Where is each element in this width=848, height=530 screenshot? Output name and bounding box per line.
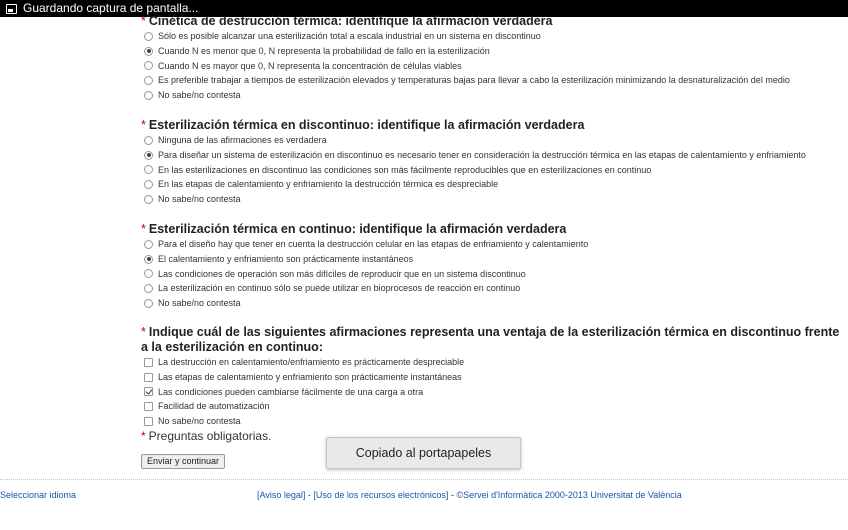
footer-separator: - xyxy=(448,490,457,500)
answer-option[interactable] xyxy=(141,162,846,177)
checkbox[interactable] xyxy=(144,417,153,426)
answer-option[interactable] xyxy=(141,370,846,385)
question-text: Indique cuál de las siguientes afirmaciones representa una ventaja de la esterilización térmica en discontinuo frente a la esterilización en continuo: xyxy=(141,325,840,354)
radio-button[interactable] xyxy=(144,240,153,249)
question-title xyxy=(141,325,846,355)
required-star: * xyxy=(141,118,146,132)
answer-option[interactable] xyxy=(141,29,846,44)
answer-option[interactable] xyxy=(141,399,846,414)
option-label: Para diseñar un sistema de esterilización en discontinuo es necesario tener en consideración la destrucción térmica en las etapas de calentamiento y enfriamiento xyxy=(158,150,806,161)
question-4 xyxy=(141,325,846,428)
option-label: La esterilización en continuo sólo se puede utilizar en bioprocesos de reacción en continuo xyxy=(158,283,521,294)
answer-option[interactable] xyxy=(141,266,846,281)
question-1 xyxy=(141,14,846,102)
checkbox[interactable] xyxy=(144,358,153,367)
answer-option[interactable] xyxy=(141,237,846,252)
answer-option[interactable] xyxy=(141,252,846,267)
answer-option[interactable] xyxy=(141,192,846,207)
radio-button[interactable] xyxy=(144,76,153,85)
option-label: No sabe/no contesta xyxy=(158,416,241,427)
option-label: Las condiciones de operación son más difíciles de reproducir que en un sistema discontinuo xyxy=(158,268,526,279)
option-label: Cuando N es mayor que 0, N representa la concentración de células viables xyxy=(158,60,462,71)
required-text: Preguntas obligatorias. xyxy=(148,429,272,443)
option-label: El calentamiento y enfriamiento son prácticamente instantáneos xyxy=(158,254,414,265)
radio-button[interactable] xyxy=(144,151,153,160)
checkbox[interactable] xyxy=(144,387,153,396)
answer-option[interactable] xyxy=(141,58,846,73)
answer-option[interactable] xyxy=(141,133,846,148)
radio-button[interactable] xyxy=(144,91,153,100)
question-text: Esterilización térmica en discontinuo: identifique la afirmación verdadera xyxy=(148,118,585,132)
option-label: Las etapas de calentamiento y enfriamiento son prácticamente instantáneas xyxy=(158,372,462,383)
radio-button[interactable] xyxy=(144,299,153,308)
option-label: Ninguna de las afirmaciones es verdadera xyxy=(158,135,327,146)
option-label: Cuando N es menor que 0, N representa la probabilidad de fallo en la esterilización xyxy=(158,46,490,57)
radio-button[interactable] xyxy=(144,284,153,293)
footer-separator: - xyxy=(305,490,314,500)
answer-option[interactable] xyxy=(141,281,846,296)
radio-button[interactable] xyxy=(144,136,153,145)
radio-button[interactable] xyxy=(144,47,153,56)
answer-option[interactable] xyxy=(141,73,846,88)
legal-notice-link[interactable]: [Aviso legal] xyxy=(257,490,306,500)
radio-button[interactable] xyxy=(144,165,153,174)
select-language-link[interactable]: Seleccionar idioma xyxy=(0,490,77,500)
required-star: * xyxy=(141,222,146,236)
radio-button[interactable] xyxy=(144,269,153,278)
answer-option[interactable] xyxy=(141,414,846,429)
answer-option[interactable] xyxy=(141,296,846,311)
option-label: La destrucción en calentamiento/enfriamiento es prácticamente despreciable xyxy=(158,357,465,368)
option-label: Para el diseño hay que tener en cuenta la destrucción celular en las etapas de enfriamiento y calentamiento xyxy=(158,239,589,250)
answer-option[interactable] xyxy=(141,88,846,103)
option-label: No sabe/no contesta xyxy=(158,298,241,309)
required-star: * xyxy=(141,14,146,28)
radio-button[interactable] xyxy=(144,195,153,204)
answer-option[interactable] xyxy=(141,148,846,163)
option-label: No sabe/no contesta xyxy=(158,90,241,101)
submit-continue-button[interactable]: Enviar y continuar xyxy=(141,454,225,469)
screenshot-icon xyxy=(6,4,17,14)
answer-option[interactable] xyxy=(141,177,846,192)
radio-button[interactable] xyxy=(144,32,153,41)
required-note xyxy=(141,429,271,443)
answer-option[interactable] xyxy=(141,44,846,59)
question-title xyxy=(141,222,846,237)
option-label: Las condiciones pueden cambiarse fácilmente de una carga a otra xyxy=(158,386,424,397)
answer-option[interactable] xyxy=(141,355,846,370)
checkbox[interactable] xyxy=(144,373,153,382)
required-star: * xyxy=(141,325,146,339)
radio-button[interactable] xyxy=(144,61,153,70)
option-label: Sólo es posible alcanzar una esterilización total a escala industrial en un sistema en discontinuo xyxy=(158,31,541,42)
question-title xyxy=(141,118,846,133)
option-label: Es preferible trabajar a tiempos de esterilización elevados y temperaturas bajas para llevar a cabo la esterilización minimizando la desnaturalización del medio xyxy=(158,75,790,86)
checkbox[interactable] xyxy=(144,402,153,411)
question-2 xyxy=(141,118,846,206)
footer-divider xyxy=(0,479,848,480)
copyright-link[interactable]: ©Servei d'Informàtica 2000-2013 Universitat de València xyxy=(456,490,682,500)
question-text: Cinética de destrucción térmica: identifique la afirmación verdadera xyxy=(148,14,553,28)
status-text: Guardando captura de pantalla... xyxy=(23,1,199,15)
option-label: Facilidad de automatización xyxy=(158,401,270,412)
footer-links xyxy=(257,490,682,500)
question-title xyxy=(141,14,846,29)
radio-button[interactable] xyxy=(144,180,153,189)
option-label: En las esterilizaciones en discontinuo las condiciones son más fácilmente reproducibles que en esterilizaciones en continuo xyxy=(158,164,652,175)
clipboard-toast: Copiado al portapapeles xyxy=(326,437,521,469)
resource-usage-link[interactable]: [Uso de los recursos electrónicos] xyxy=(313,490,449,500)
question-3 xyxy=(141,222,846,310)
answer-option[interactable] xyxy=(141,384,846,399)
option-label: No sabe/no contesta xyxy=(158,194,241,205)
radio-button[interactable] xyxy=(144,255,153,264)
question-text: Esterilización térmica en continuo: identifique la afirmación verdadera xyxy=(148,222,567,236)
required-star: * xyxy=(141,429,146,443)
option-label: En las etapas de calentamiento y enfriamiento la destrucción térmica es despreciable xyxy=(158,179,499,190)
